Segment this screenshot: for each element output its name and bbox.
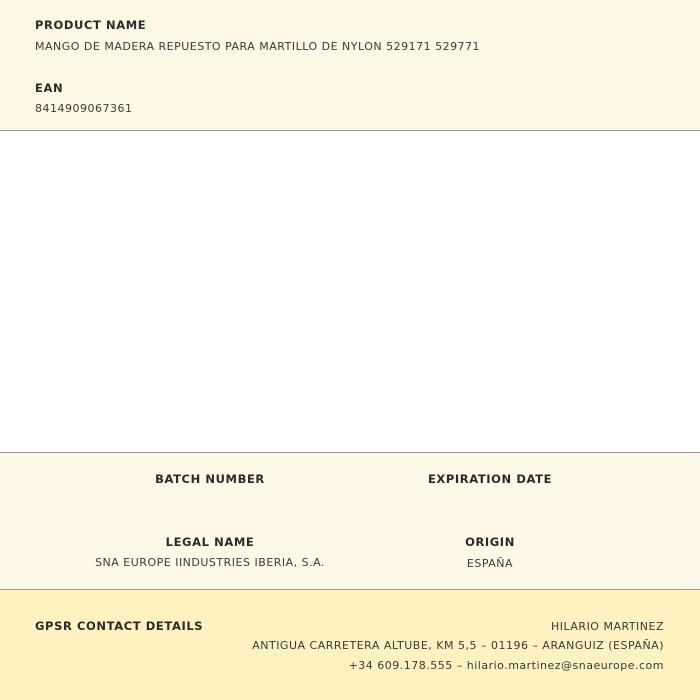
gpsr-contact-section xyxy=(0,590,700,700)
origin-value: ESPAÑA xyxy=(466,557,514,570)
legal-name-label: LEGAL NAME xyxy=(165,535,255,549)
gpsr-contact-label: GPSR CONTACT DETAILS xyxy=(35,619,204,633)
gpsr-contact-address: ANTIGUA CARRETERA ALTUBE, KM 5,5 – 01196 – ARANGUIZ (ESPAÑA) xyxy=(252,639,664,652)
ean-value: 8414909067361 xyxy=(35,102,133,115)
product-name-label: PRODUCT NAME xyxy=(35,18,147,32)
gpsr-contact-name: HILARIO MARTINEZ xyxy=(551,620,664,633)
product-info-section xyxy=(0,452,700,590)
batch-number-label: BATCH NUMBER xyxy=(155,472,265,486)
product-name-value: MANGO DE MADERA REPUESTO PARA MARTILLO DE NYLON 529171 529771 xyxy=(35,40,481,53)
ean-label: EAN xyxy=(35,81,64,95)
gpsr-contact-phone-email: +34 609.178.555 – hilario.martinez@snaeurope.com xyxy=(348,659,664,672)
expiration-date-label: EXPIRATION DATE xyxy=(427,472,553,486)
product-header-section xyxy=(0,0,700,131)
legal-name-value: SNA EUROPE IINDUSTRIES IBERIA, S.A. xyxy=(95,556,325,569)
blank-content-area xyxy=(0,131,700,452)
origin-label: ORIGIN xyxy=(465,535,515,549)
